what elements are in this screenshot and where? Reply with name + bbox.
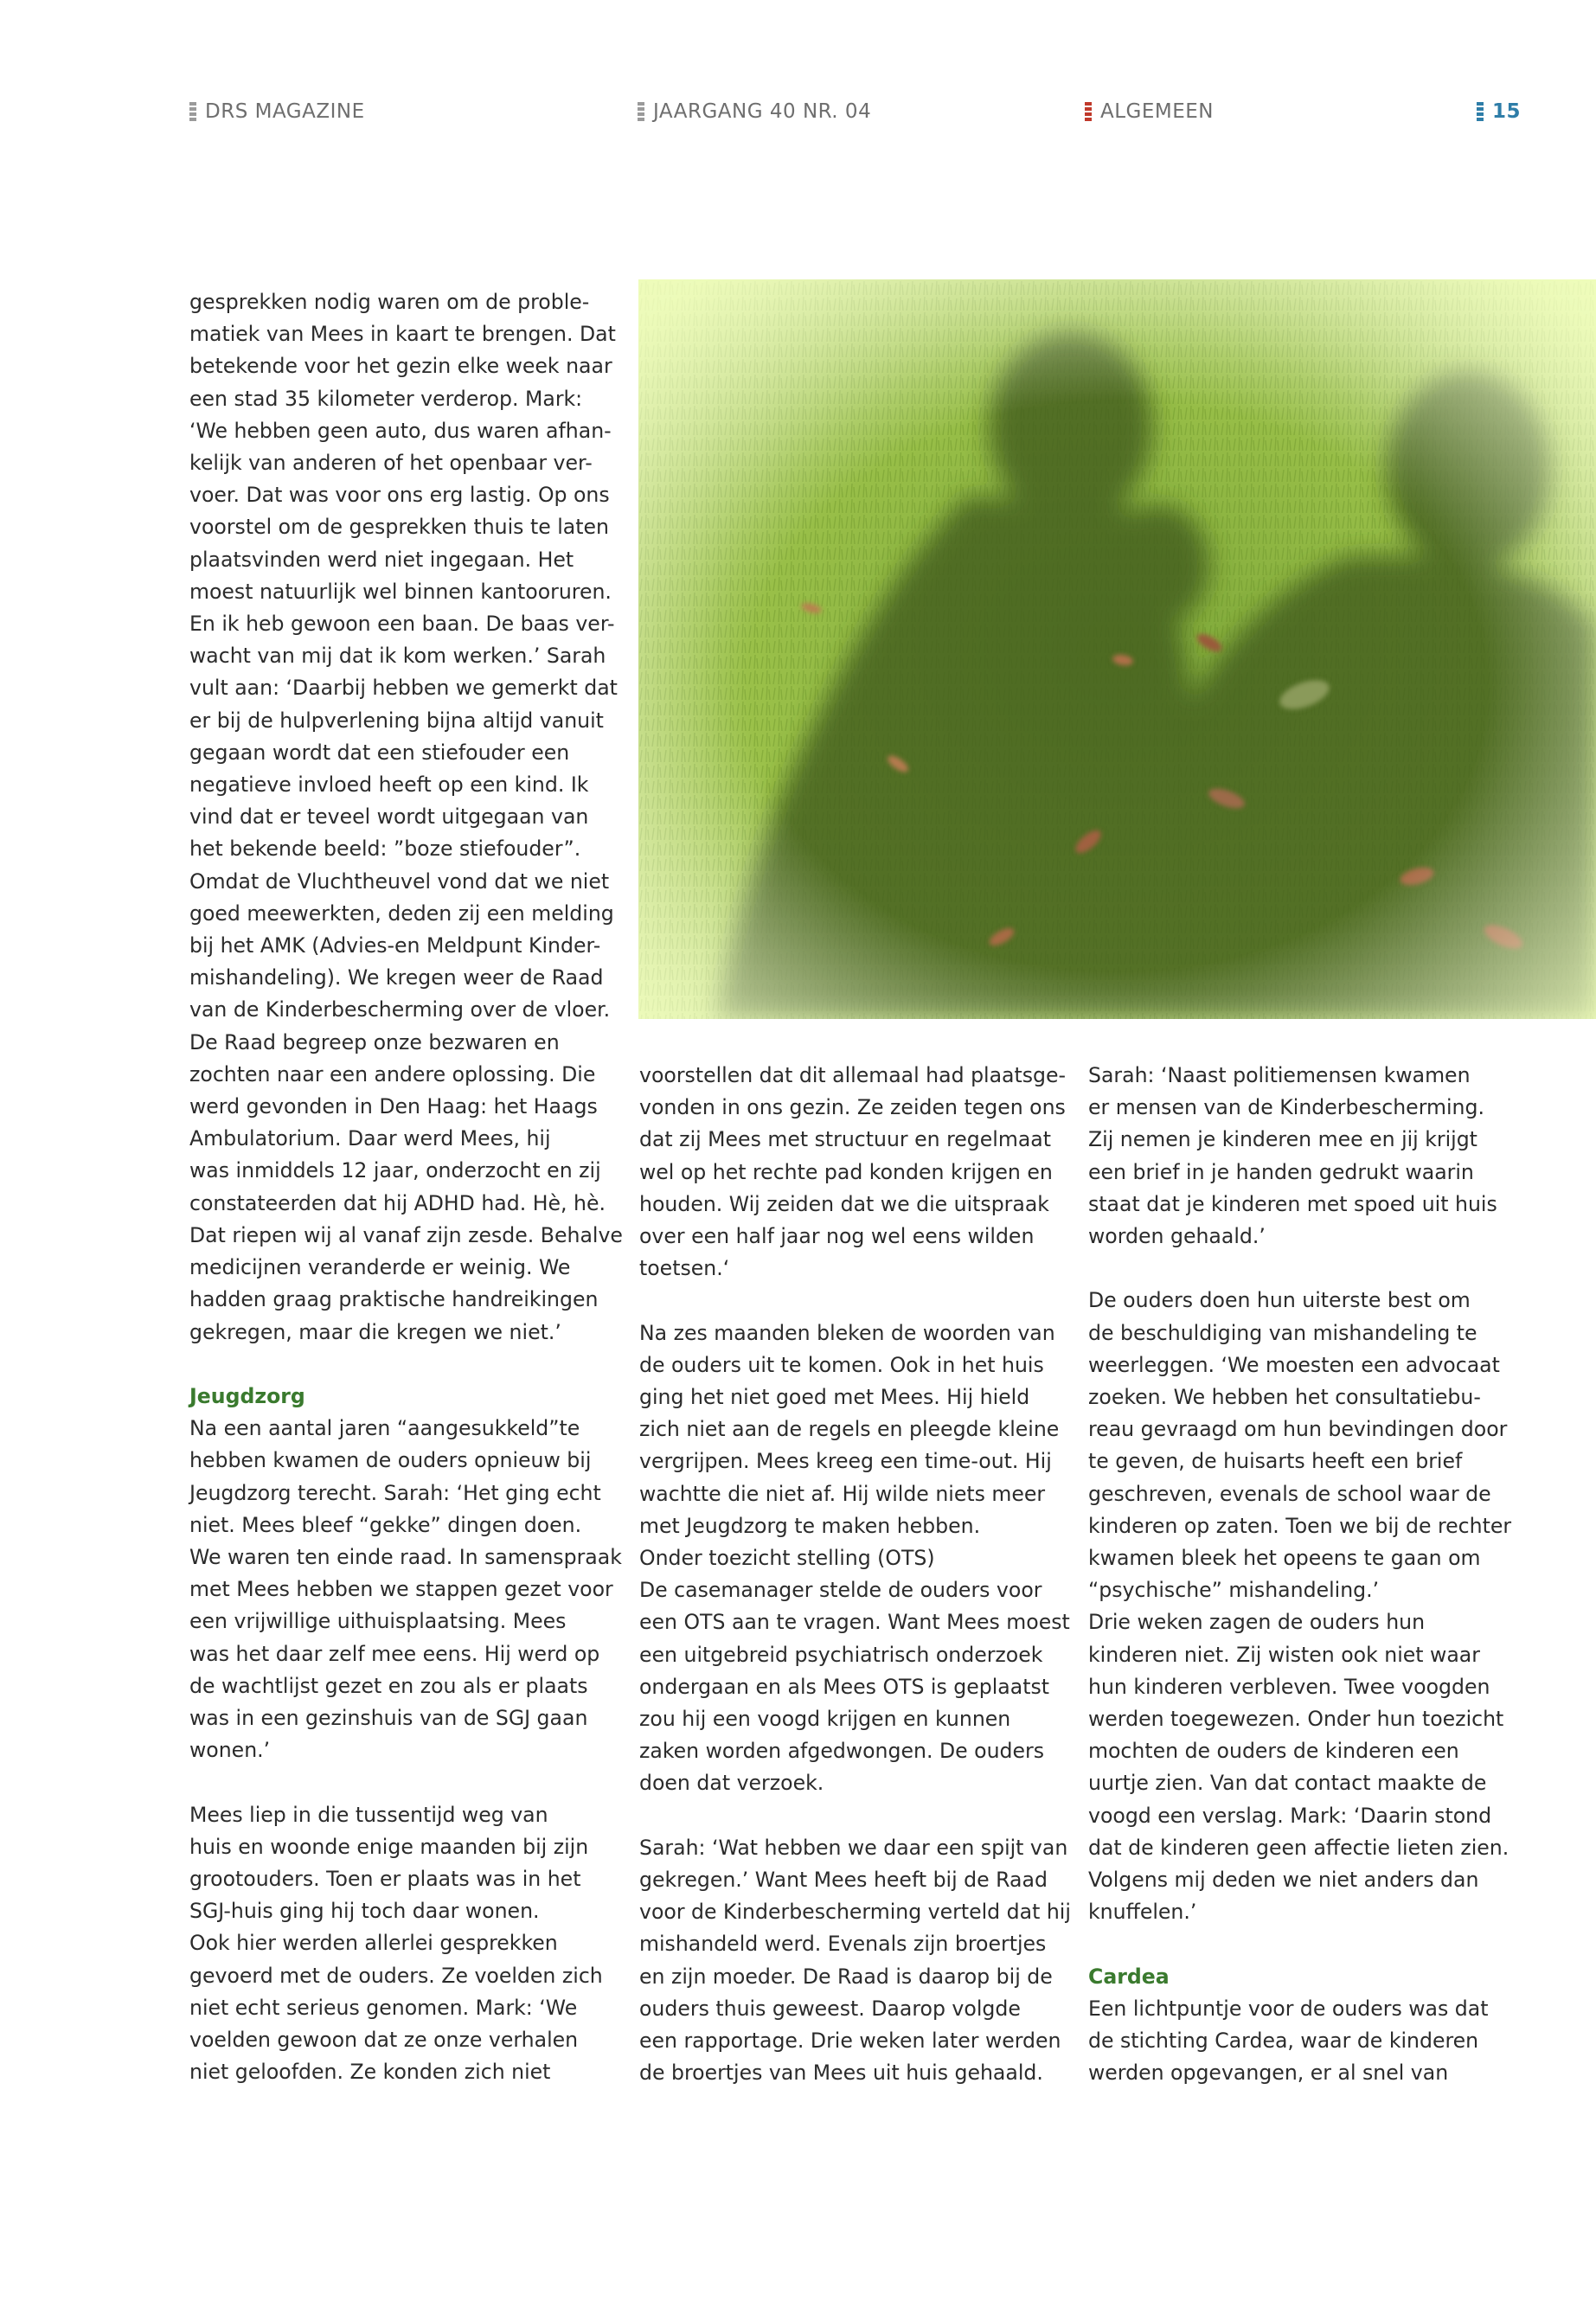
text-line: gesprekken nodig waren om de proble- xyxy=(189,290,590,314)
text-line: Volgens mij deden we niet anders dan xyxy=(1088,1868,1479,1893)
photo-illustration xyxy=(638,279,1596,1019)
header-bars-icon xyxy=(1477,102,1484,121)
text-line: voor de Kinderbescherming verteld dat hij xyxy=(639,1900,1071,1925)
text-line: werden toegewezen. Onder hun toezicht xyxy=(1088,1707,1504,1732)
paragraph xyxy=(1088,1060,1497,1253)
text-line: weerleggen. ‘We moesten een advocaat xyxy=(1088,1352,1500,1377)
paragraph xyxy=(189,286,623,1349)
text-line: was in een gezinshuis van de SGJ gaan xyxy=(189,1705,588,1730)
text-line: worden gehaald.’ xyxy=(1088,1224,1266,1249)
text-line: de stichting Cardea, waar de kinderen xyxy=(1088,2029,1479,2054)
text-line: toetsen.‘ xyxy=(639,1256,730,1281)
article-column-1 xyxy=(189,286,623,2121)
text-line: voorstellen dat dit allemaal had plaatsge- xyxy=(639,1063,1067,1087)
subheading-ots: Onder toezicht stelling (OTS) xyxy=(639,1546,935,1571)
header-section xyxy=(1085,97,1214,126)
article-column-3 xyxy=(1088,1060,1512,2122)
text-line: de ouders uit te komen. Ook in het huis xyxy=(639,1352,1044,1377)
paragraph xyxy=(639,1832,1071,2090)
text-line: medicijnen veranderde er weinig. We xyxy=(189,1255,571,1280)
text-line: hadden graag praktische handreikingen xyxy=(189,1287,599,1312)
paragraph xyxy=(1088,1285,1512,1606)
text-line: voer. Dat was voor ons erg lastig. Op ons xyxy=(189,483,610,508)
text-line: ouders thuis geweest. Daarop volgde xyxy=(639,1996,1021,2021)
text-line: Mees liep in die tussentijd weg van xyxy=(189,1802,548,1827)
text-line: Sarah: ‘Wat hebben we daar een spijt van xyxy=(639,1835,1068,1860)
text-line: vind dat er teveel wordt uitgegaan van xyxy=(189,804,589,830)
text-line: Ambulatorium. Daar werd Mees, hij xyxy=(189,1126,551,1151)
article-column-2 xyxy=(639,1060,1071,2122)
text-line: dat zij Mees met structuur en regelmaat xyxy=(639,1127,1051,1152)
text-line: een stad 35 kilometer verderop. Mark: xyxy=(189,386,583,411)
paragraph xyxy=(189,1413,622,1766)
text-line: met Jeugdzorg te maken hebben. xyxy=(639,1513,981,1538)
text-line: wonen.’ xyxy=(189,1738,271,1763)
text-line: over een half jaar nog wel eens wilden xyxy=(639,1224,1035,1249)
text-line: geschreven, evenals de school waar de xyxy=(1088,1481,1491,1506)
text-line: hun kinderen verbleven. Twee voogden xyxy=(1088,1674,1490,1699)
text-line: Jeugdzorg terecht. Sarah: ‘Het ging echt xyxy=(189,1480,601,1505)
text-line: gekregen.’ Want Mees heeft bij de Raad xyxy=(639,1868,1048,1893)
header-page xyxy=(1477,97,1521,126)
text-line: Ook hier werden allerlei gesprekken xyxy=(189,1931,558,1956)
paragraph xyxy=(639,1317,1060,1542)
text-line: en zijn moeder. De Raad is daarop bij de xyxy=(639,1964,1053,1989)
text-line: de wachtlijst gezet en zou als er plaats xyxy=(189,1673,588,1698)
text-line: goed meewerkten, deden zij een melding xyxy=(189,901,614,926)
text-line: reau gevraagd om hun bevindingen door xyxy=(1088,1417,1508,1442)
page-number: 15 xyxy=(1492,100,1522,123)
paragraph xyxy=(639,1060,1067,1285)
text-line: betekende voor het gezin elke week naar xyxy=(189,354,612,379)
text-line: wel op het rechte pad konden krijgen en xyxy=(639,1159,1053,1184)
paragraph xyxy=(639,1542,1070,1800)
text-line: zou hij een voogd krijgen en kunnen xyxy=(639,1707,1011,1732)
text-line: vult aan: ‘Daarbij hebben we gemerkt dat xyxy=(189,676,618,701)
text-line: “psychische” mishandeling.’ xyxy=(1088,1578,1380,1603)
text-line: matiek van Mees in kaart te brengen. Dat xyxy=(189,322,616,347)
text-line: een vrijwillige uithuisplaatsing. Mees xyxy=(189,1609,567,1634)
text-line: werd gevonden in Den Haag: het Haags xyxy=(189,1094,598,1119)
magazine-name: DRS MAGAZINE xyxy=(205,100,365,123)
text-line: er bij de hulpverlening bijna altijd vanuit xyxy=(189,708,604,733)
text-line: huis en woonde enige maanden bij zijn xyxy=(189,1834,589,1859)
header-bars-icon xyxy=(189,102,196,121)
text-line: SGJ-huis ging hij toch daar wonen. xyxy=(189,1899,540,1924)
section-heading-cardea: Cardea xyxy=(1088,1964,1170,1989)
text-line: gegaan wordt dat een stiefouder een xyxy=(189,740,570,765)
photo-shadows-on-grass xyxy=(638,279,1596,1019)
text-line: mishandeling). We kregen weer de Raad xyxy=(189,965,604,990)
text-line: Sarah: ‘Naast politiemensen kwamen xyxy=(1088,1063,1471,1087)
text-line: De casemanager stelde de ouders voor xyxy=(639,1578,1042,1603)
text-line: knuffelen.’ xyxy=(1088,1900,1197,1925)
text-line: De Raad begreep onze bezwaren en xyxy=(189,1029,560,1054)
text-line: We waren ten einde raad. In samenspraak xyxy=(189,1544,622,1569)
text-line: Na zes maanden bleken de woorden van xyxy=(639,1320,1055,1345)
text-line: En ik heb gewoon een baan. De baas ver- xyxy=(189,612,615,637)
text-line: Na een aantal jaren “aangesukkeld”te xyxy=(189,1416,580,1441)
text-line: het bekende beeld: ”boze stiefouder”. xyxy=(189,836,581,862)
paragraph xyxy=(1088,1606,1509,1928)
text-line: uurtje zien. Van dat contact maakte de xyxy=(1088,1771,1487,1796)
header-bars-icon xyxy=(638,102,644,121)
text-line: vergrijpen. Mees kreeg een time-out. Hij xyxy=(639,1449,1052,1474)
text-line: ‘We hebben geen auto, dus waren afhan- xyxy=(189,418,612,443)
text-line: van de Kinderbescherming over de vloer. xyxy=(189,997,611,1022)
text-line: voorstel om de gesprekken thuis te laten xyxy=(189,515,609,540)
issue-label: JAARGANG 40 NR. 04 xyxy=(653,100,872,123)
text-line: niet. Mees bleef “gekke” dingen doen. xyxy=(189,1512,582,1537)
text-line: Zij nemen je kinderen mee en jij krijgt xyxy=(1088,1127,1477,1152)
text-line: niet geloofden. Ze konden zich niet xyxy=(189,2060,551,2085)
text-line: De ouders doen hun uiterste best om xyxy=(1088,1288,1471,1313)
text-line: was inmiddels 12 jaar, onderzocht en zij xyxy=(189,1158,601,1183)
text-line: moest natuurlijk wel binnen kantooruren. xyxy=(189,579,612,604)
header-issue xyxy=(638,97,871,126)
text-line: mishandeld werd. Evenals zijn broertjes xyxy=(639,1932,1047,1957)
header-bars-icon xyxy=(1085,102,1092,121)
text-line: wacht van mij dat ik kom werken.’ Sarah xyxy=(189,644,606,669)
text-line: zochten naar een andere oplossing. Die xyxy=(189,1061,596,1086)
text-line: bij het AMK (Advies-en Meldpunt Kinder- xyxy=(189,933,601,958)
text-line: ging het niet goed met Mees. Hij hield xyxy=(639,1385,1030,1410)
text-line: te geven, de huisarts heeft een brief xyxy=(1088,1449,1463,1474)
text-line: voogd een verslag. Mark: ‘Daarin stond xyxy=(1088,1803,1492,1828)
text-line: gekregen, maar die kregen we niet.’ xyxy=(189,1319,561,1344)
text-line: grootouders. Toen er plaats was in het xyxy=(189,1866,581,1891)
text-line: zich niet aan de regels en pleegde kleine xyxy=(639,1417,1060,1442)
text-line: gevoerd met de ouders. Ze voelden zich xyxy=(189,1963,603,1988)
text-line: hebben kwamen de ouders opnieuw bij xyxy=(189,1448,592,1473)
text-line: ondergaan en als Mees OTS is geplaatst xyxy=(639,1674,1050,1699)
text-line: zoeken. We hebben het consultatiebu- xyxy=(1088,1385,1481,1410)
text-line: kinderen niet. Zij wisten ook niet waar xyxy=(1088,1642,1480,1667)
text-line: niet echt serieus genomen. Mark: ‘We xyxy=(189,1995,578,2020)
text-line: de broertjes van Mees uit huis gehaald. xyxy=(639,2061,1043,2086)
text-line: met Mees hebben we stappen gezet voor xyxy=(189,1577,613,1602)
text-line: kelijk van anderen of het openbaar ver- xyxy=(189,451,593,476)
section-heading-jeugdzorg: Jeugdzorg xyxy=(189,1383,305,1408)
text-line: werden opgevangen, er al snel van xyxy=(1088,2061,1449,2086)
text-line: Dat riepen wij al vanaf zijn zesde. Behalve xyxy=(189,1222,623,1247)
text-line: doen dat verzoek. xyxy=(639,1771,824,1796)
header-magazine xyxy=(189,97,365,126)
text-line: Een lichtpuntje voor de ouders was dat xyxy=(1088,1996,1489,2021)
text-line: een brief in je handen gedrukt waarin xyxy=(1088,1159,1474,1184)
text-line: staat dat je kinderen met spoed uit huis xyxy=(1088,1191,1497,1216)
text-line: de beschuldiging van mishandeling te xyxy=(1088,1320,1477,1345)
text-line: vonden in ons gezin. Ze zeiden tegen ons xyxy=(639,1095,1066,1120)
text-line: een OTS aan te vragen. Want Mees moest xyxy=(639,1610,1070,1635)
text-line: kinderen op zaten. Toen we bij de rechter xyxy=(1088,1513,1512,1538)
section-label: ALGEMEEN xyxy=(1100,100,1215,123)
text-line: wachtte die niet af. Hij wilde niets meer xyxy=(639,1481,1046,1506)
text-line: negatieve invloed heeft op een kind. Ik xyxy=(189,772,589,798)
text-line: zaken worden afgedwongen. De ouders xyxy=(639,1739,1045,1764)
text-line: was het daar zelf mee eens. Hij werd op xyxy=(189,1641,600,1666)
text-line: constateerden dat hij ADHD had. Hè, hè. xyxy=(189,1190,606,1215)
text-line: houden. Wij zeiden dat we die uitspraak xyxy=(639,1191,1049,1216)
text-line: een rapportage. Drie weken later werden xyxy=(639,2029,1061,2054)
text-line: Drie weken zagen de ouders hun xyxy=(1088,1610,1426,1635)
text-line: voelden gewoon dat ze onze verhalen xyxy=(189,2027,579,2052)
text-line: mochten de ouders de kinderen een xyxy=(1088,1739,1459,1764)
text-line: er mensen van de Kinderbescherming. xyxy=(1088,1095,1484,1120)
text-line: dat de kinderen geen affectie lieten zien. xyxy=(1088,1835,1509,1860)
paragraph xyxy=(1088,1993,1489,2090)
text-line: kwamen bleek het opeens te gaan om xyxy=(1088,1546,1481,1571)
paragraph xyxy=(189,1799,603,2089)
text-line: plaatsvinden werd niet ingegaan. Het xyxy=(189,547,574,572)
text-line: Omdat de Vluchtheuvel vond dat we niet xyxy=(189,868,610,894)
text-line: een uitgebreid psychiatrisch onderzoek xyxy=(639,1642,1043,1667)
